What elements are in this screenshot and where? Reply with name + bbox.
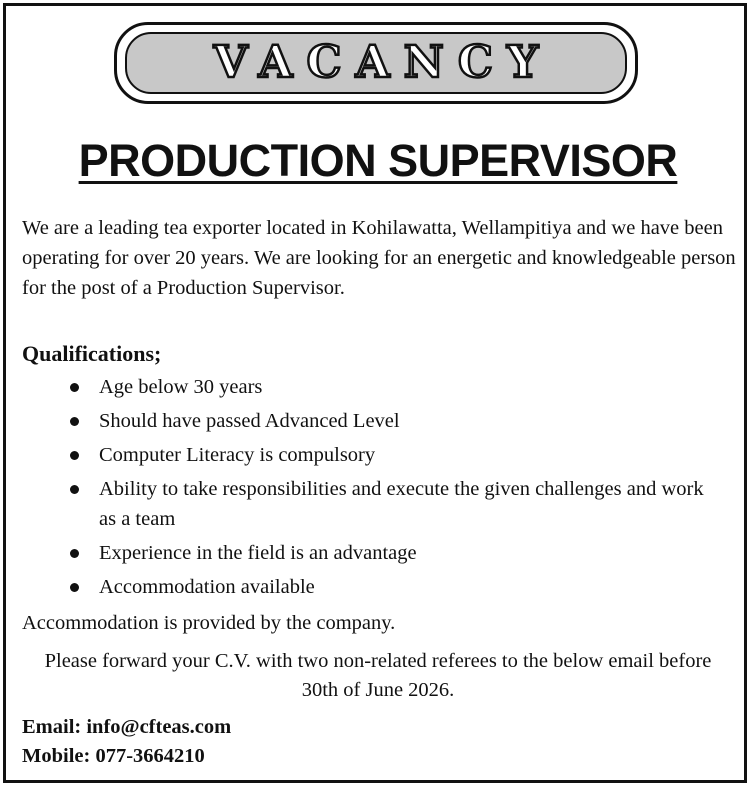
list-item bbox=[22, 372, 722, 402]
qualification-text: Experience in the field is an advantage bbox=[99, 542, 417, 564]
qualification-text: Age below 30 years bbox=[99, 376, 263, 398]
qualifications-list bbox=[22, 372, 722, 606]
accommodation-note: Accommodation is provided by the company. bbox=[22, 612, 396, 634]
qualifications-heading: Qualifications; bbox=[22, 341, 162, 366]
list-item bbox=[22, 538, 722, 568]
job-title-heading: PRODUCTION SUPERVISOR bbox=[78, 135, 678, 186]
bullet-icon bbox=[70, 549, 79, 558]
bullet-icon bbox=[70, 583, 79, 592]
bullet-icon bbox=[70, 485, 79, 494]
application-instructions: Please forward your C.V. with two non-related referees to the below email before 30th of June 2026. bbox=[44, 650, 712, 701]
bullet-icon bbox=[70, 417, 79, 426]
bullet-icon bbox=[70, 383, 79, 392]
vacancy-banner-label: VACANCY bbox=[213, 37, 553, 88]
vacancy-banner bbox=[114, 22, 638, 104]
bullet-icon bbox=[70, 451, 79, 460]
qualification-text: Ability to take responsibilities and execute the given challenges and work as a team bbox=[99, 478, 704, 530]
contact-email: Email: info@cfteas.com bbox=[22, 716, 232, 738]
list-item bbox=[22, 406, 722, 436]
qualification-text: Accommodation available bbox=[99, 576, 315, 598]
contact-mobile: Mobile: 077-3664210 bbox=[22, 745, 205, 767]
qualification-text: Should have passed Advanced Level bbox=[99, 410, 400, 432]
intro-paragraph: We are a leading tea exporter located in Kohilawatta, Wellampitiya and we have been operating for over 20 years. We are looking for an energetic and knowledgeable person for the post of a Production Supervisor. bbox=[22, 217, 736, 299]
vacancy-banner-inner bbox=[125, 32, 627, 94]
list-item bbox=[22, 474, 722, 534]
list-item bbox=[22, 440, 722, 470]
list-item bbox=[22, 572, 722, 602]
qualification-text: Computer Literacy is compulsory bbox=[99, 444, 376, 466]
